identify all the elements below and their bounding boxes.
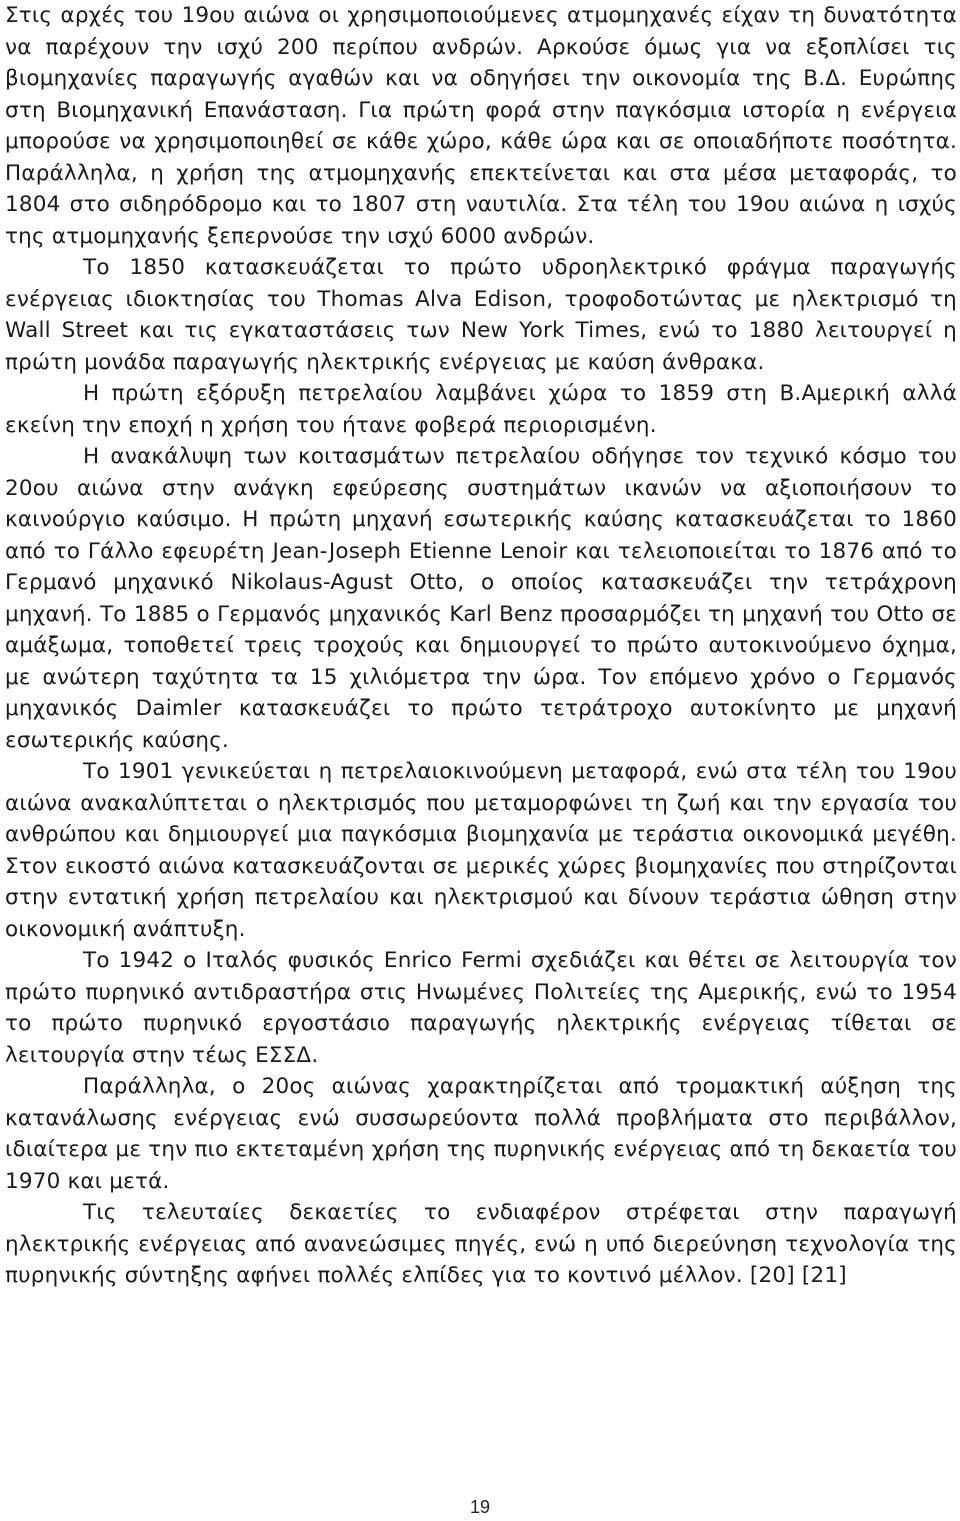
paragraph-oil-extraction: Η πρώτη εξόρυξη πετρελαίου λαμβάνει χώρα το 1859 στη Β.Αμερική αλλά εκείνη την εποχή η χρήση του ήτανε φοβερά περιορισμένη. [5,381,957,438]
paragraph-renewable-energy: Τις τελευταίες δεκαετίες το ενδιαφέρον στρέφεται στην παραγωγή ηλεκτρικής ενέργειας από ανανεώσιμες πηγές, ενώ η υπό διερεύνηση τεχνολογία της πυρηνικής σύντηξης αφήνει πολλές ελπίδες για το κοντινό μέλλον. [20] [21] [5,1200,957,1288]
paragraph-hydroelectric-dam: Το 1850 κατασκευάζεται το πρώτο υδροηλεκτρικό φράγμα παραγωγής ενέργειας ιδιοκτησίας του Thomas Alva Edison, τροφοδοτώντας με ηλεκτρισμό τη Wall Street και τις εγκαταστάσεις των New York Times, ενώ το 1880 λειτουργεί η πρώτη μονάδα παραγωγής ηλεκτρικής ενέργειας με καύση άνθρακα. [5,255,957,375]
paragraph-energy-consumption: Παράλληλα, ο 20ος αιώνας χαρακτηρίζεται από τρομακτική αύξηση της κατανάλωσης ενέργειας ενώ συσσωρεύοντα πολλά προβλήματα στο περιβάλλον, ιδιαίτερα με την πιο εκτεταμένη χρήση της πυρηνικής ενέργειας από τη δεκαετία του 1970 και μετά. [5,1074,957,1194]
paragraph-oil-transport-electricity: Το 1901 γενικεύεται η πετρελαιοκινούμενη μεταφορά, ενώ στα τέλη του 19ου αιώνα ανακαλύπτεται ο ηλεκτρισμός που μεταμορφώνει τη ζωή και την εργασία του ανθρώπου και δημιουργεί μια παγκόσμια βιομηχανία με τεράστια οικονομικά μεγέθη. Στον εικοστό αιώνα κατασκευάζονται σε μερικές χώρες βιομηχανίες που στηρίζονται στην εντατική χρήση πετρελαίου και ηλεκτρισμού και δίνουν τεράστια ώθηση στην οικονομική ανάπτυξη. [5,759,957,942]
page-number: 19 [469,1497,491,1517]
document-page [5,0,957,1292]
paragraph-steam-engines: Στις αρχές του 19ου αιώνα οι χρησιμοποιούμενες ατμομηχανές είχαν τη δυνατότητα να παρέχουν την ισχύ 200 περίπου ανδρών. Αρκούσε όμως για να εξοπλίσει τις βιομηχανίες παραγωγής αγαθών και να οδηγήσει την οικονομία της Β.Δ. Ευρώπης στη Βιομηχανική Επανάσταση. Για πρώτη φορά στην παγκόσμια ιστορία η ενέργεια μπορούσε να χρησιμοποιηθεί σε κάθε χώρο, κάθε ώρα και σε οποιαδήποτε ποσότητα. Παράλληλα, η χρήση της ατμομηχανής επεκτείνεται και στα μέσα μεταφοράς, το 1804 στο σιδηρόδρομο και το 1807 στη ναυτιλία. Στα τέλη του 19ου αιώνα η ισχύς της ατμομηχανής ξεπερνούσε την ισχύ 6000 ανδρών. [5,3,957,249]
paragraph-internal-combustion: Η ανακάλυψη των κοιτασμάτων πετρελαίου οδήγησε τον τεχνικό κόσμο του 20ου αιώνα στην ανάγκη εφεύρεσης συστημάτων ικανών να αξιοποιήσουν το καινούργιο καύσιμο. Η πρώτη μηχανή εσωτερικής καύσης κατασκευάζεται το 1860 από το Γάλλο εφευρέτη Jean-Joseph Etienne Lenoir και τελειοποιείται το 1876 από το Γερμανό μηχανικό Nikolaus-Agust Otto, ο οποίος κατασκευάζει την τετράχρονη μηχανή. Το 1885 ο Γερμανός μηχανικός Karl Benz προσαρμόζει τη μηχανή του Otto σε αμάξωμα, τοποθετεί τρεις τροχούς και δημιουργεί το πρώτο αυτοκινούμενο όχημα, με ανώτερη ταχύτητα τα 15 χιλιόμετρα την ώρα. Τον επόμενο χρόνο ο Γερμανός μηχανικός Daimler κατασκευάζει το πρώτο τετράτροχο αυτοκίνητο με μηχανή εσωτερικής καύσης. [5,444,957,753]
paragraph-nuclear-reactor: Το 1942 ο Ιταλός φυσικός Enrico Fermi σχεδιάζει και θέτει σε λειτουργία τον πρώτο πυρηνικό αντιδραστήρα στις Ηνωμένες Πολιτείες της Αμερικής, ενώ το 1954 το πρώτο πυρηνικό εργοστάσιο παραγωγής ηλεκτρικής ενέργειας τίθεται σε λειτουργία στην τέως ΕΣΣΔ. [5,948,957,1068]
